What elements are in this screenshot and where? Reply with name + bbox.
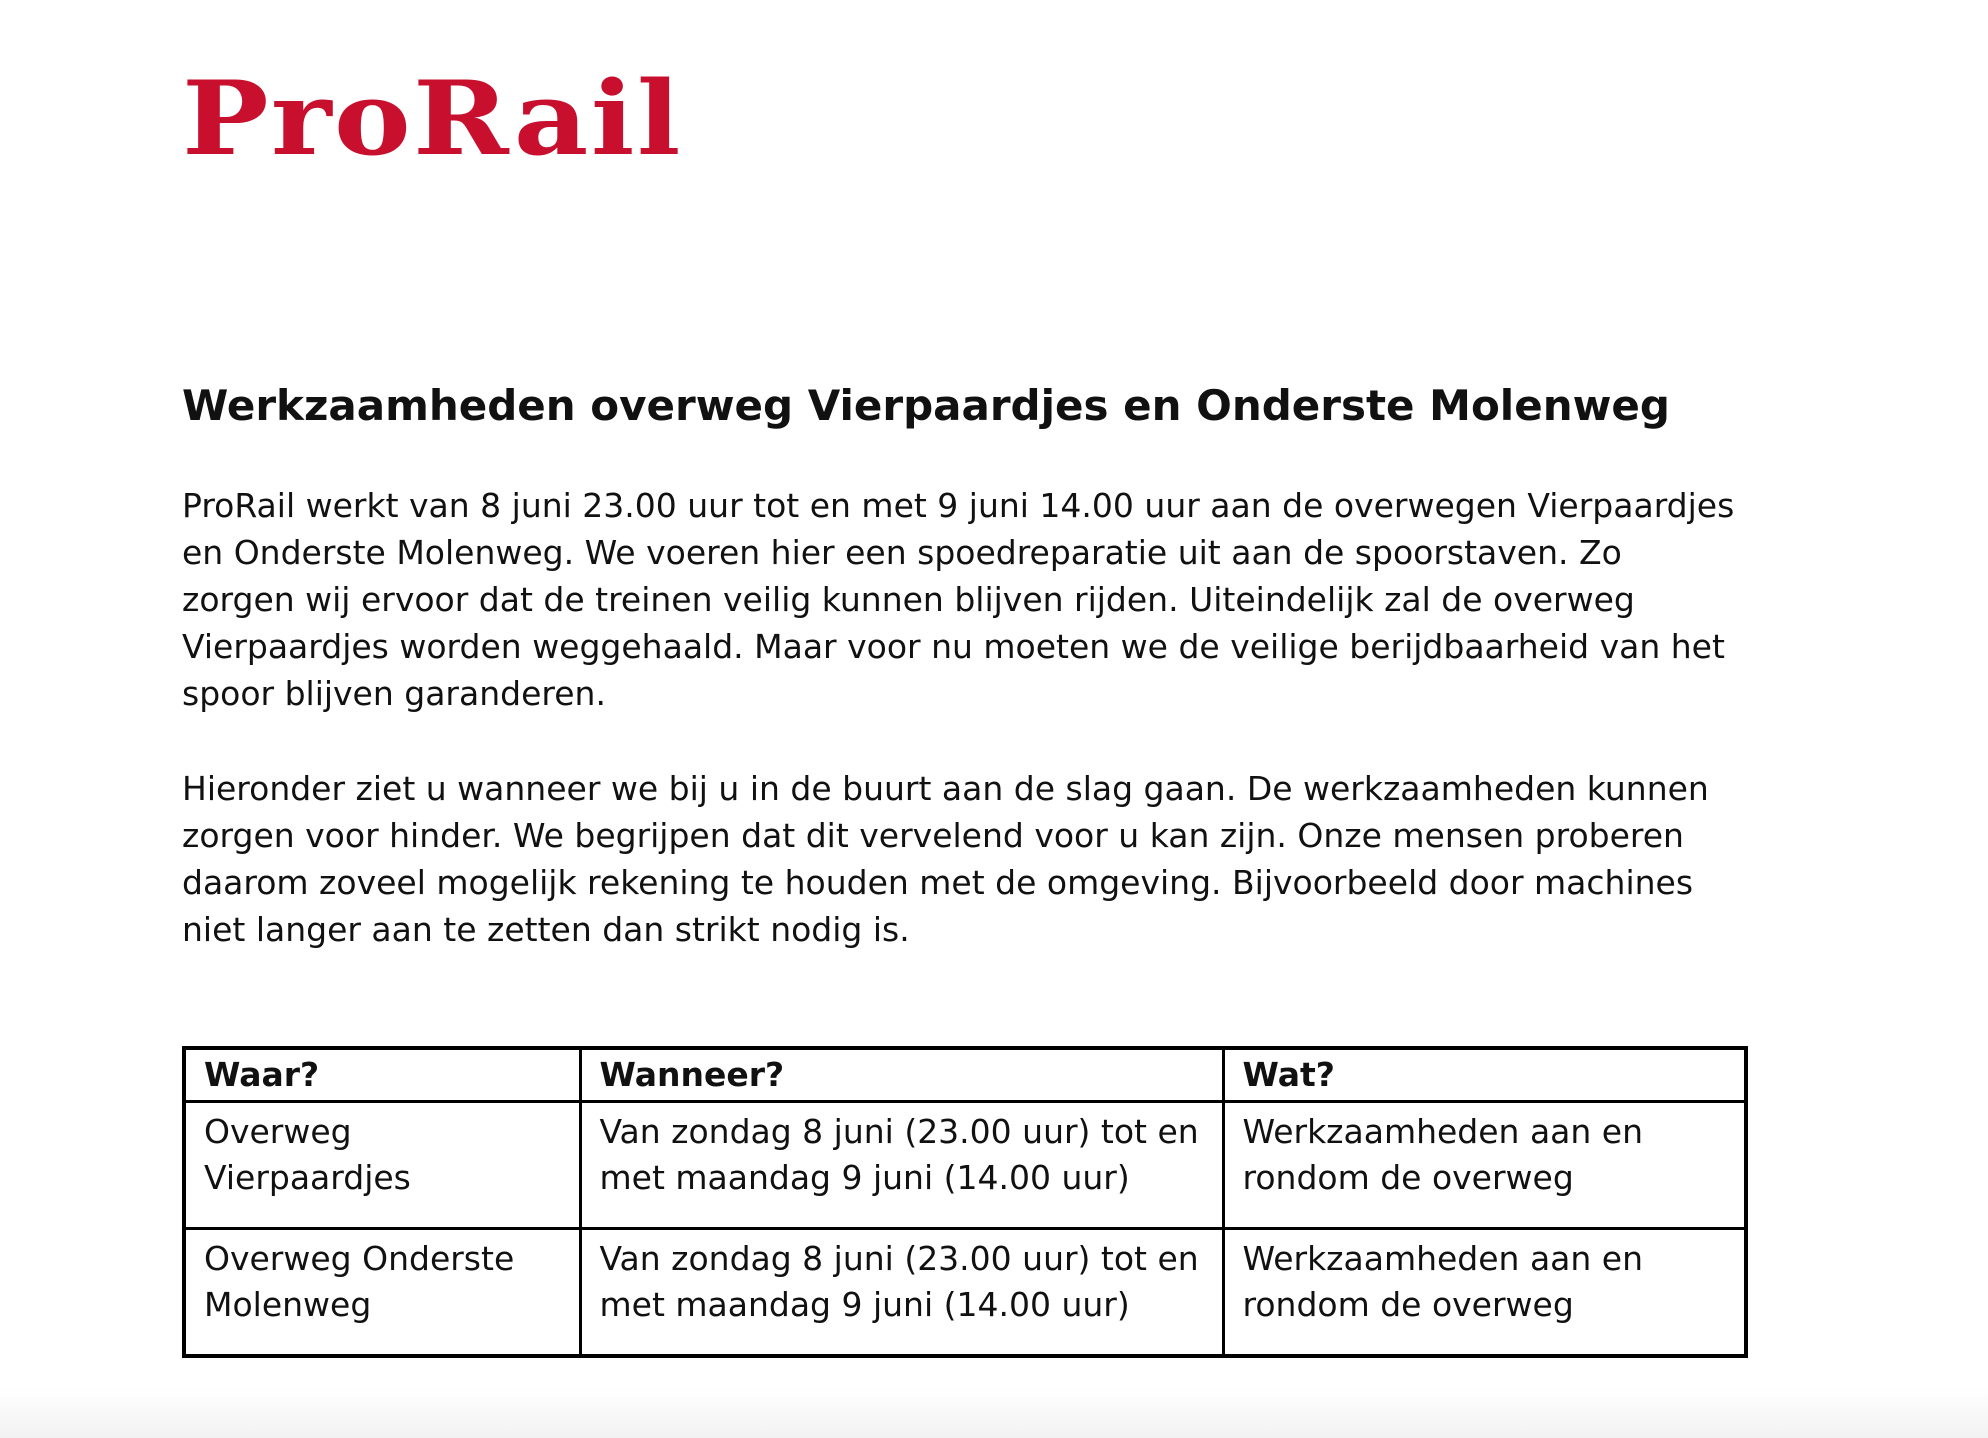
table-header-row xyxy=(184,1048,1746,1102)
prorail-logo: ProRail xyxy=(182,59,683,179)
table-row xyxy=(184,1102,1746,1229)
page-title: Werkzaamheden overweg Vierpaardjes en Onderste Molenweg xyxy=(182,381,1670,430)
table-cell-time: Van zondag 8 juni (23.00 uur) tot en met maandag 9 juni (14.00 uur) xyxy=(580,1229,1223,1357)
table-cell-activity: Werkzaamheden aan en rondom de overweg xyxy=(1223,1229,1746,1357)
column-header-when: Wanneer? xyxy=(580,1048,1223,1102)
hinder-paragraph: Hieronder ziet u wanneer we bij u in de buurt aan de slag gaan. De werkzaamheden kunnen zorgen voor hinder. We begrijpen dat dit vervelend voor u kan zijn. Onze mensen proberen daarom zoveel mogelijk rekening te houden met de omgeving. Bijvoorbeeld door machines niet langer aan te zetten dan strikt nodig is. xyxy=(182,769,1709,949)
table-cell-activity: Werkzaamheden aan en rondom de overweg xyxy=(1223,1102,1746,1229)
table-cell-location: Overweg Onderste Molenweg xyxy=(184,1229,580,1357)
column-header-where: Waar? xyxy=(184,1048,580,1102)
table-cell-time: Van zondag 8 juni (23.00 uur) tot en met maandag 9 juni (14.00 uur) xyxy=(580,1102,1223,1229)
page-bottom-shadow xyxy=(0,1388,1988,1438)
works-schedule-table xyxy=(182,1046,1748,1358)
table-row xyxy=(184,1229,1746,1357)
intro-paragraph: ProRail werkt van 8 juni 23.00 uur tot en met 9 juni 14.00 uur aan de overwegen Vierpaardjes en Onderste Molenweg. We voeren hier een spoedreparatie uit aan de spoorstaven. Zo zorgen wij ervoor dat de treinen veilig kunnen blijven rijden. Uiteindelijk zal de overweg Vierpaardjes worden weggehaald. Maar voor nu moeten we de veilige berijdbaarheid van het spoor blijven garanderen. xyxy=(182,486,1735,713)
table-cell-location: Overweg Vierpaardjes xyxy=(184,1102,580,1229)
column-header-what: Wat? xyxy=(1223,1048,1746,1102)
